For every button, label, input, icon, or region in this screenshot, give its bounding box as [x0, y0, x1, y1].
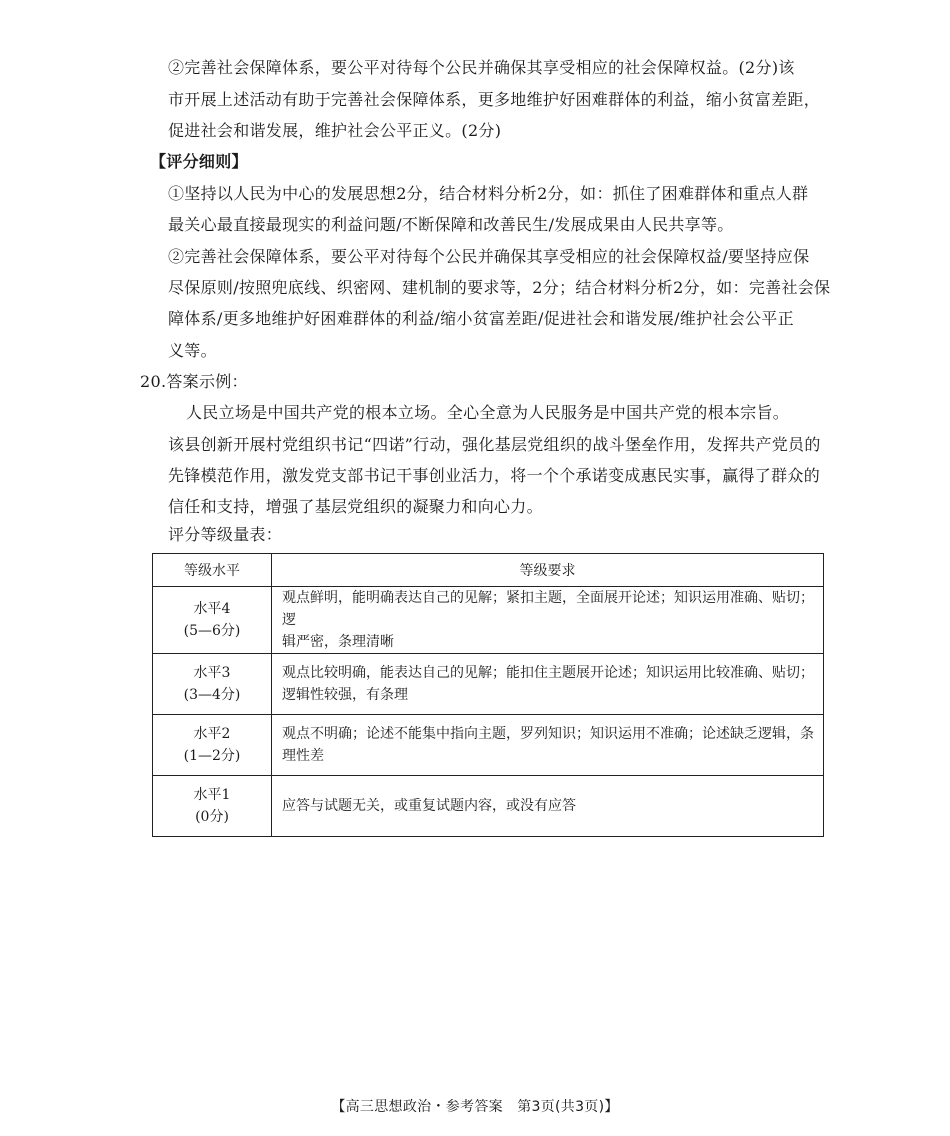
requirement-line: 逻辑性较强，有条理 — [282, 687, 408, 703]
requirement-cell — [272, 654, 824, 715]
level-cell — [153, 776, 272, 837]
scoring-line-3: ②完善社会保障体系，要公平对待每个公民并确保其享受相应的社会保障权益/要坚持应保 — [168, 247, 810, 266]
table-caption: 评分等级量表： — [168, 525, 283, 544]
rubric-table — [152, 553, 824, 837]
level-cell — [153, 587, 272, 654]
table-row — [153, 587, 824, 654]
answer-line-2: 该县创新开展村党组织书记“四诺”行动，强化基层党组织的战斗堡垒作用，发挥共产党员的 — [168, 435, 821, 454]
answer-line-4: 信任和支持，增强了基层党组织的凝聚力和向心力。 — [168, 497, 543, 516]
scoring-line-2: 最关心最直接最现实的利益问题/不断保障和改善民生/发展成果由人民共享等。 — [168, 215, 734, 234]
level-name: 水平1 — [193, 787, 231, 803]
table-row — [153, 654, 824, 715]
scoring-line-6: 义等。 — [168, 341, 217, 360]
level-cell — [153, 715, 272, 776]
header-requirements: 等级要求 — [272, 554, 824, 587]
page-footer: 【高三思想政治・参考答案 第3页(共3页)】 — [331, 1099, 619, 1115]
answer-line-1: 人民立场是中国共产党的根本立场。全心全意为人民服务是中国共产党的根本宗旨。 — [186, 403, 790, 422]
level-points: (1—2分) — [183, 748, 241, 764]
requirement-line: 应答与试题无关，或重复试题内容，或没有应答 — [282, 798, 576, 814]
requirement-cell — [272, 715, 824, 776]
requirement-line: 辑严密，条理清晰 — [282, 634, 394, 650]
answer-line-3: 先锋模范作用，激发党支部书记干事创业活力，将一个个承诺变成惠民实事，赢得了群众的 — [168, 466, 821, 485]
level-points: (5—6分) — [183, 623, 241, 639]
level-name: 水平4 — [193, 601, 231, 617]
table-row — [153, 715, 824, 776]
intro-line-2: 市开展上述活动有助于完善社会保障体系，更多地维护好困难群体的利益，缩小贫富差距， — [168, 90, 821, 109]
table-row — [153, 776, 824, 837]
requirement-cell — [272, 776, 824, 837]
requirement-cell — [272, 587, 824, 654]
intro-line-3: 促进社会和谐发展，维护社会公平正义。(2分) — [168, 121, 502, 140]
scoring-line-4: 尽保原则/按照兜底线、织密网、建机制的要求等，2分；结合材料分析2分，如：完善社会保 — [168, 278, 831, 297]
header-level: 等级水平 — [153, 554, 272, 587]
intro-line-1: ②完善社会保障体系，要公平对待每个公民并确保其享受相应的社会保障权益。(2分)该 — [168, 58, 795, 77]
level-points: (3—4分) — [183, 687, 241, 703]
scoring-line-5: 障体系/更多地维护好困难群体的利益/缩小贫富差距/促进社会和谐发展/维护社会公平正 — [168, 309, 794, 328]
scoring-heading: 【评分细则】 — [150, 152, 248, 171]
requirement-line: 观点比较明确，能表达自己的见解；能扣住主题展开论述；知识运用比较准确、贴切； — [282, 665, 814, 681]
requirement-line: 观点不明确；论述不能集中指向主题，罗列知识；知识运用不准确；论述缺乏逻辑，条 — [282, 726, 814, 742]
level-name: 水平3 — [193, 665, 231, 681]
level-points: (0分) — [195, 809, 229, 825]
requirement-line: 理性差 — [282, 748, 324, 764]
level-name: 水平2 — [193, 726, 231, 742]
question-20-label: 20.答案示例： — [140, 372, 248, 391]
scoring-line-1: ①坚持以人民为中心的发展思想2分，结合材料分析2分，如：抓住了困难群体和重点人群 — [168, 184, 809, 203]
level-cell — [153, 654, 272, 715]
requirement-line: 观点鲜明，能明确表达自己的见解；紧扣主题，全面展开论述；知识运用准确、贴切；逻 — [282, 590, 814, 628]
